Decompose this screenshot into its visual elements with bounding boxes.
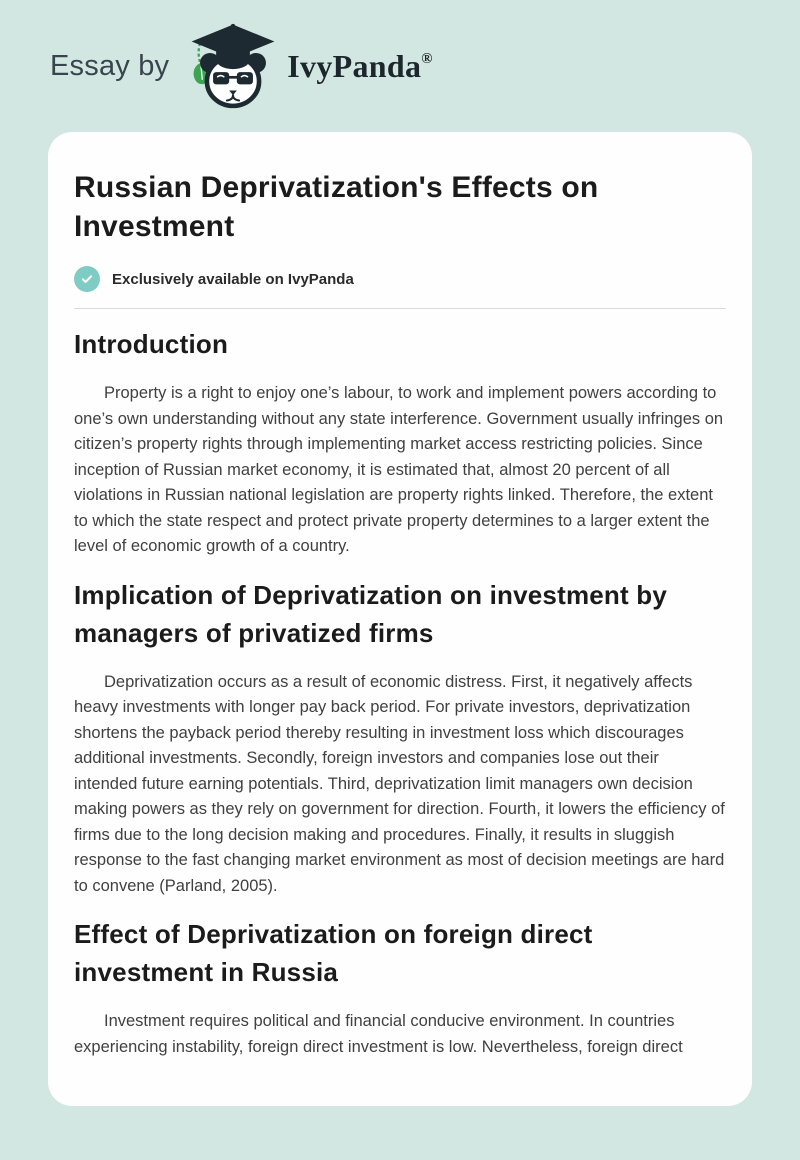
checkmark-icon [74, 266, 100, 292]
section-heading-implication: Implication of Deprivatization on investment by managers of privatized firms [74, 579, 668, 648]
section-implication [74, 576, 726, 900]
essay-by-label: Essay by [50, 49, 170, 82]
exclusive-badge [74, 266, 726, 292]
section-paragraph: Deprivatization occurs as a result of economic distress. First, it negatively affects heavy investments with longer pay back period. For private investors, deprivatization shortens the payback period thereby resulting in investment loss which discourages additional investments. Secondly, foreign investors and companies lose out their intended future earning potentials. Third, deprivatization limit managers own decision making powers as they rely on government for direction. Fourth, it lowers the efficiency of firms due to the long decision making and procedures. Finally, it results in sluggish response to the fast changing market environment as most of decision meetings are hard to convene (Parland, 2005). [74, 672, 725, 895]
brand-name [287, 48, 433, 85]
brand-name-text: IvyPanda [287, 47, 422, 84]
section-heading-effect: Effect of Deprivatization on foreign direct investment in Russia [74, 919, 593, 987]
section-paragraph: Property is a right to enjoy one’s labour, to work and implement powers according to one’s own understanding without any state interference. Government usually infringes on citizen’s property rights through implementing market access restricting policies. Since inception of Russian market economy, it is estimated that, almost 20 percent of all violations in Russian national legislation are property rights linked. Therefore, the extent to which the state respect and protect private property determines to a larger extent the level of economic growth of a country. [74, 384, 724, 555]
section-introduction [74, 325, 726, 560]
essay-title: Russian Deprivatization's Effects on Investment [74, 171, 599, 243]
section-heading-introduction: Introduction [74, 329, 229, 359]
site-header [0, 0, 800, 132]
ivypanda-panda-logo-icon [187, 20, 279, 112]
section-effect [74, 915, 726, 1060]
divider [74, 308, 726, 309]
exclusive-badge-label: Exclusively available on IvyPanda [112, 270, 354, 288]
registered-trademark: ® [421, 50, 433, 67]
section-paragraph: Investment requires political and financial conducive environment. In countries experiencing instability, foreign direct investment is low. Nevertheless, foreign direct [74, 1012, 683, 1056]
essay-card [48, 132, 752, 1106]
